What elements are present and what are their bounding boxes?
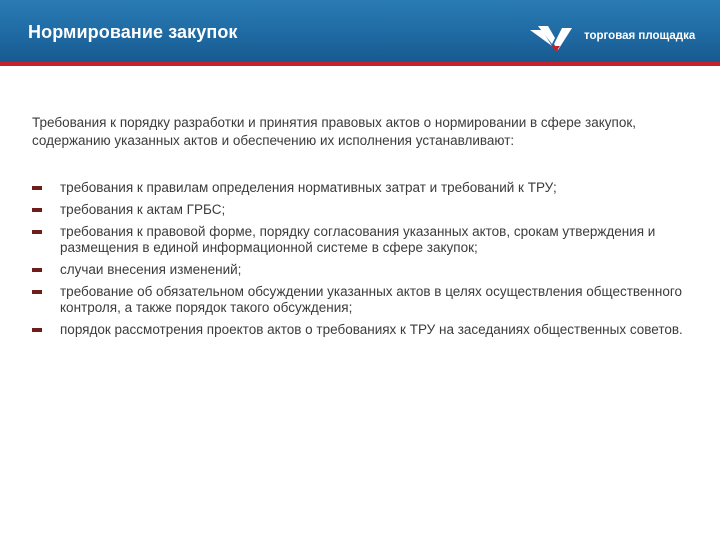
list-item <box>32 224 692 256</box>
bullet-icon <box>32 208 42 212</box>
bullet-icon <box>32 328 42 332</box>
list-item-text: требования к правовой форме, порядку согласования указанных актов, срокам утверждения и размещения в единой информационной системе в сфере закупок; <box>60 224 656 255</box>
header-divider <box>0 62 720 66</box>
bullet-icon <box>32 268 42 272</box>
intro-paragraph: Требования к порядку разработки и принятия правовых актов о нормировании в сфере закупок, содержанию указанных актов и обеспечению их исполнения устанавливают: <box>32 115 637 148</box>
list-item <box>32 202 692 218</box>
list-item-text: требования к правилам определения нормативных затрат и требований к ТРУ; <box>60 180 557 195</box>
list-item-text: порядок рассмотрения проектов актов о требованиях к ТРУ на заседаниях общественных советов. <box>60 322 683 337</box>
eagle-logo-icon <box>528 24 580 54</box>
requirements-list <box>32 180 692 344</box>
bullet-icon <box>32 290 42 294</box>
list-item-text: случаи внесения изменений; <box>60 262 242 277</box>
list-item <box>32 322 692 338</box>
bullet-icon <box>32 230 42 234</box>
list-item-text: требование об обязательном обсуждении указанных актов в целях осуществления общественного контроля, а также порядок такого обсуждения; <box>60 284 682 315</box>
list-item <box>32 180 692 196</box>
list-item <box>32 262 692 278</box>
list-item-text: требования к актам ГРБС; <box>60 202 226 217</box>
brand-logo <box>528 24 714 54</box>
page-title: Нормирование закупок <box>28 22 238 42</box>
list-item <box>32 284 692 316</box>
bullet-icon <box>32 186 42 190</box>
header-bar <box>0 0 720 62</box>
logo-text: торговая площадка <box>584 30 696 42</box>
